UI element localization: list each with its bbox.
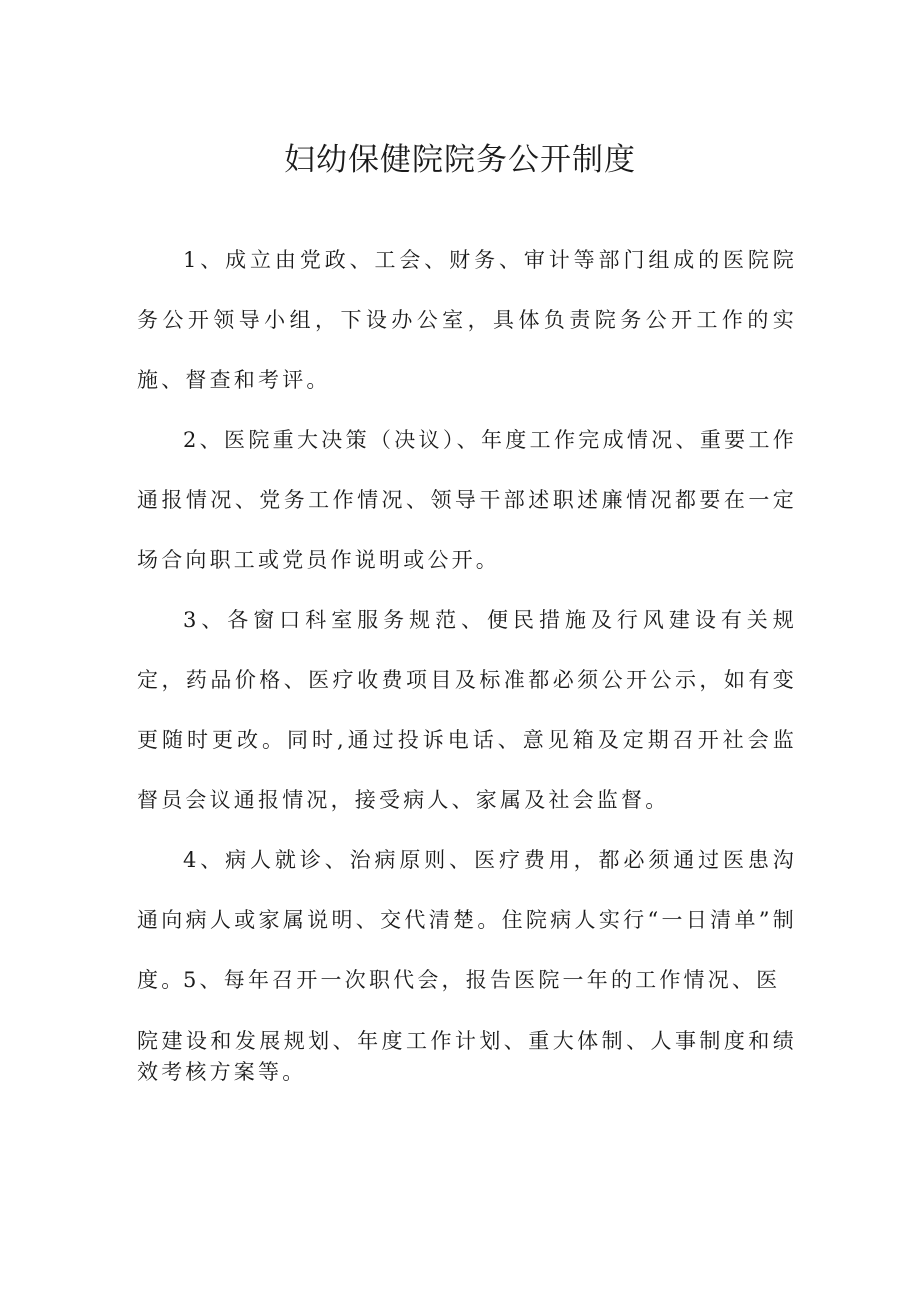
paragraph-4: 4、病人就诊、治病原则、医疗费用，都必须通过医患沟通向病人或家属说明、交代清楚。住院病人实行“一日清单”制度。: [137, 848, 797, 992]
document-title: 妇幼保健院院务公开制度: [284, 142, 636, 178]
paragraph-5-continuation: 院建设和发展规划、年度工作计划、重大体制、人事制度和绩效考核方案等。: [137, 1029, 797, 1084]
paragraph-2: 2、医院重大决策（决议）、年度工作完成情况、重要工作通报情况、党务工作情况、领导干部述职述廉情况都要在一定场合向职工或党员作说明或公开。: [137, 428, 797, 572]
paragraph-3: 3、各窗口科室服务规范、便民措施及行风建设有关规定，药品价格、医疗收费项目及标准都必须公开公示，如有变更随时更改。同时,通过投诉电话、意见箱及定期召开社会监督员会议通报情况，接受病人、家属及社会监督。: [137, 608, 797, 812]
paragraph-1: 1、成立由党政、工会、财务、审计等部门组成的医院院务公开领导小组，下设办公室，具体负责院务公开工作的实施、督查和考评。: [137, 248, 797, 392]
paragraph-5-first-line: 5、每年召开一次职代会，报告医院一年的工作情况、医: [183, 968, 781, 992]
